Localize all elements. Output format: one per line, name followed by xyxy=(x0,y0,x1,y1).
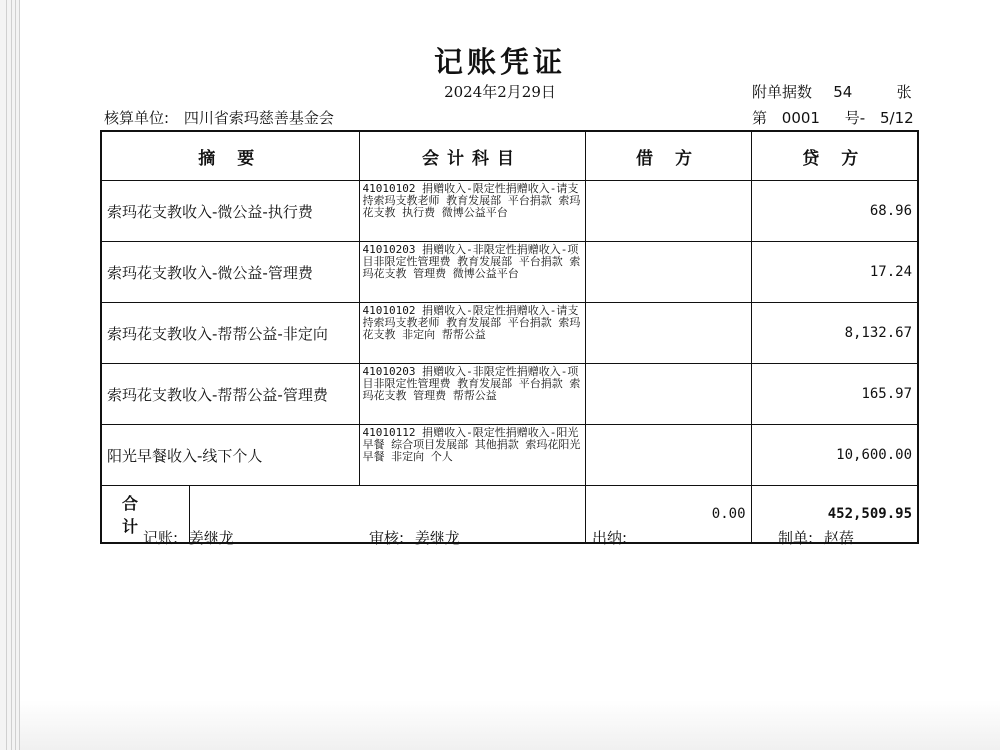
voucher-suffix: 号- xyxy=(844,109,866,127)
reviewer-label: 审核: xyxy=(369,529,405,547)
row-credit: 165.97 xyxy=(751,364,918,425)
row-summary: 索玛花支教收入-微公益-执行费 xyxy=(101,181,359,242)
row-credit: 68.96 xyxy=(751,181,918,242)
unit-name: 四川省索玛慈善基金会 xyxy=(183,109,334,127)
voucher-number-value: 0001 xyxy=(781,109,820,127)
row-debit xyxy=(585,181,751,242)
attachments-count xyxy=(752,81,912,102)
table-row xyxy=(101,364,918,425)
preparer-label: 制单: xyxy=(778,529,814,547)
row-summary: 索玛花支教收入-帮帮公益-管理费 xyxy=(101,364,359,425)
total-credit: 452,509.95 xyxy=(751,486,918,544)
reviewer-name: 姜继龙 xyxy=(414,529,460,547)
row-debit xyxy=(585,242,751,303)
reviewer-signature xyxy=(369,527,460,548)
attachments-number: 54 xyxy=(833,83,853,101)
row-summary: 索玛花支教收入-微公益-管理费 xyxy=(101,242,359,303)
voucher-number xyxy=(752,107,914,128)
row-summary: 阳光早餐收入-线下个人 xyxy=(101,425,359,486)
row-account: 41010102 捐赠收入-限定性捐赠收入-请支持索玛支教老师 教育发展部 平台捐款 索玛花支教 非定向 帮帮公益 xyxy=(359,303,585,364)
bookkeeper-name: 姜继龙 xyxy=(188,529,234,547)
total-label: 合 计 xyxy=(101,486,189,544)
voucher-date: 2024年2月29日 xyxy=(444,83,556,101)
row-credit: 17.24 xyxy=(751,242,918,303)
preparer-signature xyxy=(778,527,854,548)
row-credit: 8,132.67 xyxy=(751,303,918,364)
table-row xyxy=(101,303,918,364)
header-credit: 贷 方 xyxy=(751,131,918,181)
preparer-name: 赵蓓 xyxy=(823,529,854,547)
voucher-page: 5/12 xyxy=(879,109,914,127)
accounting-unit xyxy=(104,107,334,128)
bookkeeper-label: 记账: xyxy=(143,529,179,547)
bookkeeper-signature xyxy=(143,527,234,548)
unit-label: 核算单位: xyxy=(104,109,170,127)
header-account: 会计科目 xyxy=(359,131,585,181)
table-row xyxy=(101,425,918,486)
header-summary: 摘 要 xyxy=(101,131,359,181)
row-account: 41010203 捐赠收入-非限定性捐赠收入-项目非限定性管理费 教育发展部 平台捐款 索玛花支教 管理费 帮帮公益 xyxy=(359,364,585,425)
cashier-signature xyxy=(592,527,633,548)
cashier-label: 出纳: xyxy=(592,529,628,547)
attachments-label: 附单据数 xyxy=(752,83,813,101)
row-account: 41010112 捐赠收入-限定性捐赠收入-阳光早餐 综合项目发展部 其他捐款 索玛花阳光早餐 非定向 个人 xyxy=(359,425,585,486)
total-debit: 0.00 xyxy=(585,486,751,544)
row-debit xyxy=(585,425,751,486)
row-account: 41010203 捐赠收入-非限定性捐赠收入-项目非限定性管理费 教育发展部 平台捐款 索玛花支教 管理费 微博公益平台 xyxy=(359,242,585,303)
voucher-prefix: 第 xyxy=(752,109,768,127)
voucher-table xyxy=(100,130,919,544)
header-debit: 借 方 xyxy=(585,131,751,181)
row-credit: 10,600.00 xyxy=(751,425,918,486)
row-debit xyxy=(585,364,751,425)
row-summary: 索玛花支教收入-帮帮公益-非定向 xyxy=(101,303,359,364)
table-row xyxy=(101,181,918,242)
page-title: 记账凭证 xyxy=(433,45,566,79)
row-debit xyxy=(585,303,751,364)
row-account: 41010102 捐赠收入-限定性捐赠收入-请支持索玛支教老师 教育发展部 平台捐款 索玛花支教 执行费 微博公益平台 xyxy=(359,181,585,242)
table-row xyxy=(101,242,918,303)
attachments-unit: 张 xyxy=(896,83,912,101)
